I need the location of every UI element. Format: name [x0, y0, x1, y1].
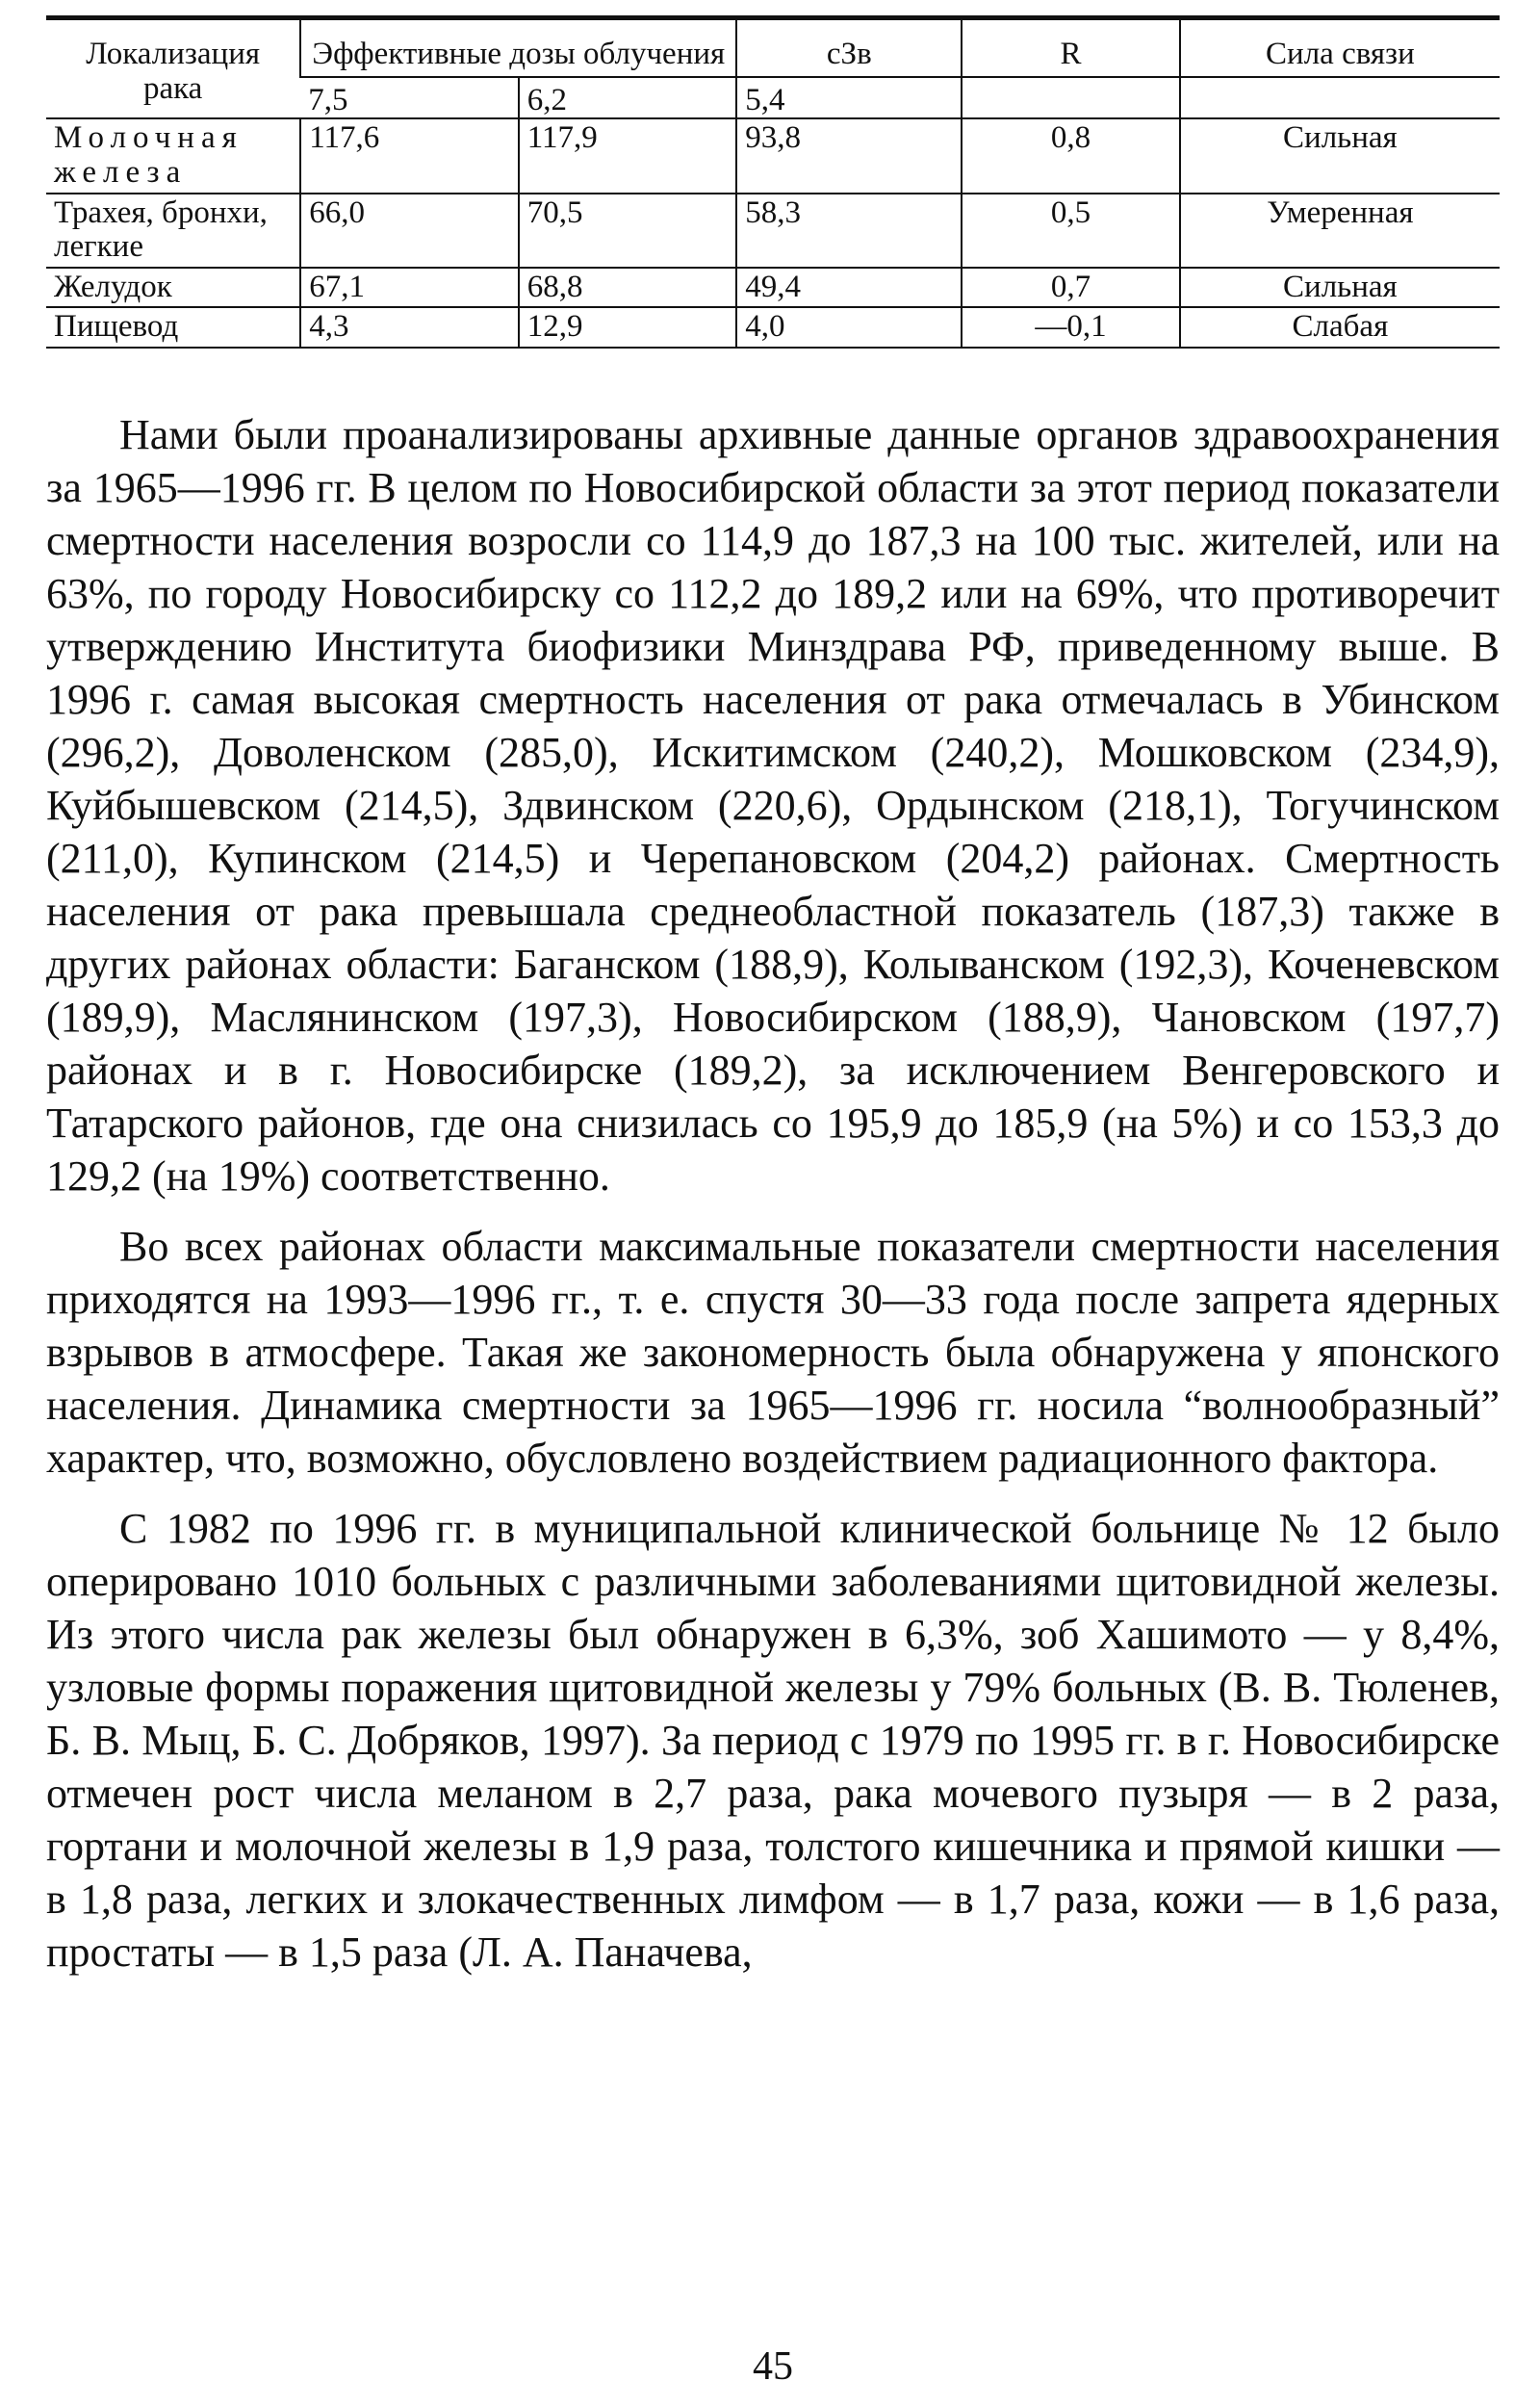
cell-location: Пищевод	[46, 307, 300, 348]
paragraph: Нами были проанализированы архивные данные органов здравоохранения за 1965—1996 гг. В целом по Новосибирской области за этот период показатели смертности населения возросли со 114,9 до 187,3 на 100 тыс. жителей, или на 63%, по городу Новосибирску со 112,2 до 189,2 или на 69%, что противоречит утверждению Института биофизики Минздрава РФ, приведенному выше. В 1996 г. самая высокая смертность населения от рака отмечалась в Убинском (296,2), Доволенском (285,0), Искитимском (240,2), Мошковском (234,9), Куйбышевском (214,5), Здвинском (220,6), Ордынском (218,1), Тогучинском (211,0), Купинском (214,5) и Черепановском (204,2) районах. Смертность населения от рака превышала среднеобластной показатель (187,3) также в других районах области: Баганском (188,9), Колыванском (192,3), Коченевском (189,9), Маслянинском (197,3), Новосибирском (188,9), Чановском (197,7) районах и в г. Новосибирске (189,2), за исключением Венгеровского и Татарского районов, где она снизилась со 195,9 до 185,9 (на 5%) и со 153,3 до 129,2 (на 19%) соответственно.	[46, 411, 1500, 1200]
empty-cell	[1180, 77, 1500, 119]
body-text	[46, 408, 1500, 1979]
cell-r: 0,5	[962, 194, 1180, 268]
page-number: 45	[753, 2344, 793, 2389]
cell-dose: 49,4	[736, 268, 962, 308]
cell-strength: Сильная	[1180, 118, 1500, 193]
dose-level: 5,4	[736, 77, 962, 119]
dose-table	[46, 15, 1500, 349]
cell-dose: 58,3	[736, 194, 962, 268]
empty-cell	[962, 77, 1180, 119]
cell-location: Желудок	[46, 268, 300, 308]
header-location: Локализация рака	[46, 18, 300, 119]
table-row	[46, 307, 1500, 348]
cell-dose: 68,8	[519, 268, 737, 308]
cell-location: Молочная железа	[46, 118, 300, 193]
cell-r: —0,1	[962, 307, 1180, 348]
document-page	[46, 15, 1500, 2389]
cell-dose: 93,8	[736, 118, 962, 193]
dose-level: 7,5	[300, 77, 519, 119]
paragraph: С 1982 по 1996 гг. в муниципальной клинической больнице № 12 было оперировано 1010 больных с различными заболеваниями щитовидной железы. Из этого числа рак железы был обнаружен в 6,3%, зоб Хашимото — у 8,4%, узловые формы поражения щитовидной железы у 79% больных (В. В. Тюленев, Б. В. Мыц, Б. С. Добряков, 1997). За период с 1979 по 1995 гг. в г. Новосибирске отмечен рост числа меланом в 2,7 раза, рака мочевого пузыря — в 2 раза, гортани и молочной железы в 1,9 раза, толстого кишечника и прямой кишки — в 1,8 раза, легких и злокачественных лимфом — в 1,7 раза, кожи — в 1,6 раза, простаты — в 1,5 раза (Л. А. Паначева,	[46, 1505, 1500, 1976]
cell-strength: Умеренная	[1180, 194, 1500, 268]
header-unit: сЗв	[736, 18, 962, 77]
table-row	[46, 194, 1500, 268]
cell-r: 0,7	[962, 268, 1180, 308]
cell-strength: Сильная	[1180, 268, 1500, 308]
cell-dose: 70,5	[519, 194, 737, 268]
header-strength: Сила связи	[1180, 18, 1500, 77]
header-doses: Эффективные дозы облучения	[300, 18, 736, 77]
cell-dose: 4,3	[300, 307, 519, 348]
table-row	[46, 268, 1500, 308]
cell-strength: Слабая	[1180, 307, 1500, 348]
cell-dose: 12,9	[519, 307, 737, 348]
cell-location: Трахея, бронхи, легкие	[46, 194, 300, 268]
cell-r: 0,8	[962, 118, 1180, 193]
dose-level: 6,2	[519, 77, 737, 119]
cell-dose: 4,0	[736, 307, 962, 348]
paragraph: Во всех районах области максимальные показатели смертности населения приходятся на 1993—1996 гг., т. е. спустя 30—33 года после запрета ядерных взрывов в атмосфере. Такая же закономерность была обнаружена у японского населения. Динамика смертности за 1965—1996 гг. носила “волнообразный” характер, что, возможно, обусловлено воздействием радиационного фактора.	[46, 1223, 1500, 1482]
cell-dose: 117,6	[300, 118, 519, 193]
cell-dose: 67,1	[300, 268, 519, 308]
table-row	[46, 118, 1500, 193]
cell-dose: 117,9	[519, 118, 737, 193]
cell-dose: 66,0	[300, 194, 519, 268]
header-r: R	[962, 18, 1180, 77]
